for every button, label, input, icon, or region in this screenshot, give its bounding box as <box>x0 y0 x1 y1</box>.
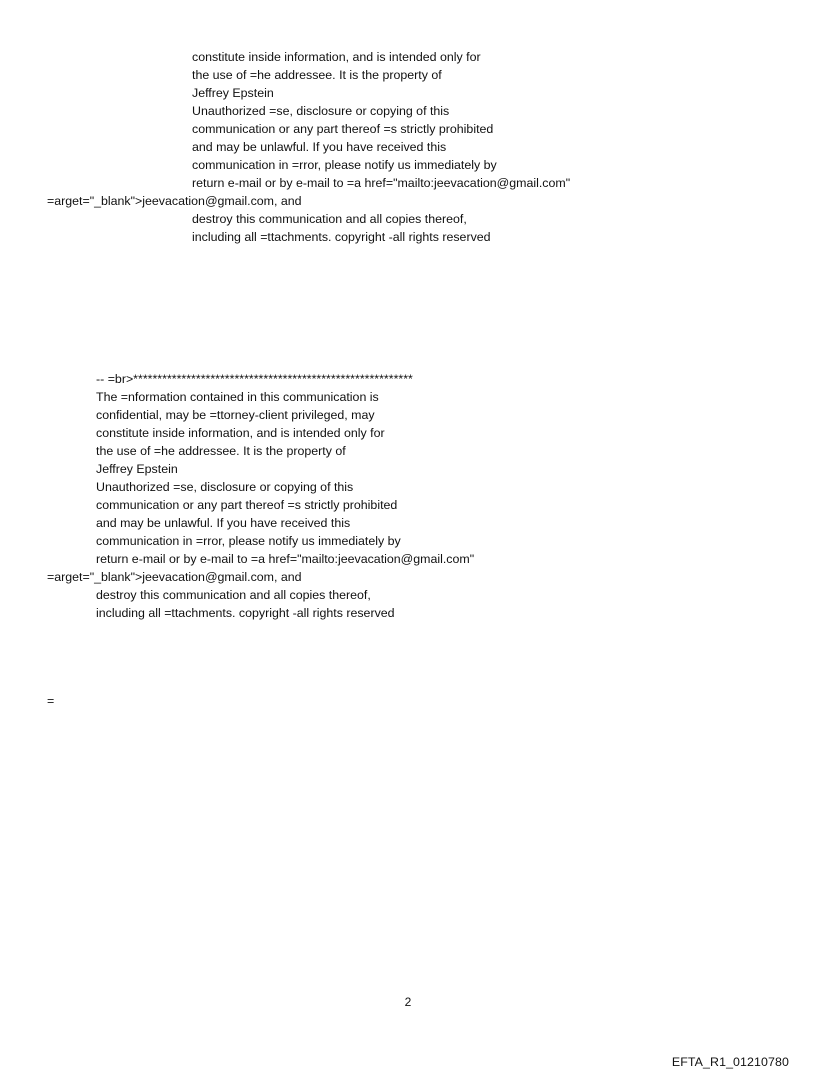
text-line: communication in =rror, please notify us immediately by <box>192 158 497 172</box>
text-line: Jeffrey Epstein <box>96 462 178 476</box>
text-line: Unauthorized =se, disclosure or copying of this <box>192 104 450 118</box>
text-line: including all =ttachments. copyright -all rights reserved <box>96 606 395 620</box>
text-line: and may be unlawful. If you have received this <box>192 140 447 154</box>
text-line: communication or any part thereof =s strictly prohibited <box>192 122 494 136</box>
text-line: Jeffrey Epstein <box>192 86 274 100</box>
text-line: =arget="_blank">jeevacation@gmail.com, and <box>47 194 302 208</box>
text-line: communication or any part thereof =s strictly prohibited <box>96 498 398 512</box>
text-line: and may be unlawful. If you have received this <box>96 516 351 530</box>
separator-line: -- =br>********************************************************** <box>96 372 413 386</box>
page-number: 2 <box>404 995 412 1009</box>
text-line: return e-mail or by e-mail to =a href="mailto:jeevacation@gmail.com" <box>192 176 571 190</box>
text-line: constitute inside information, and is intended only for <box>192 50 481 64</box>
text-line: The =nformation contained in this communication is <box>96 390 379 404</box>
document-id: EFTA_R1_01210780 <box>671 1055 789 1069</box>
text-line: =arget="_blank">jeevacation@gmail.com, and <box>47 570 302 584</box>
text-line: destroy this communication and all copies thereof, <box>192 212 467 226</box>
text-line: confidential, may be =ttorney-client privileged, may <box>96 408 375 422</box>
text-line: return e-mail or by e-mail to =a href="mailto:jeevacation@gmail.com" <box>96 552 475 566</box>
text-line: the use of =he addressee. It is the property of <box>96 444 346 458</box>
text-line: including all =ttachments. copyright -all rights reserved <box>192 230 491 244</box>
text-line: constitute inside information, and is intended only for <box>96 426 385 440</box>
text-line: communication in =rror, please notify us immediately by <box>96 534 401 548</box>
text-line: Unauthorized =se, disclosure or copying of this <box>96 480 354 494</box>
text-line: destroy this communication and all copies thereof, <box>96 588 371 602</box>
stray-equals-sign: = <box>47 694 55 708</box>
text-line: the use of =he addressee. It is the property of <box>192 68 442 82</box>
